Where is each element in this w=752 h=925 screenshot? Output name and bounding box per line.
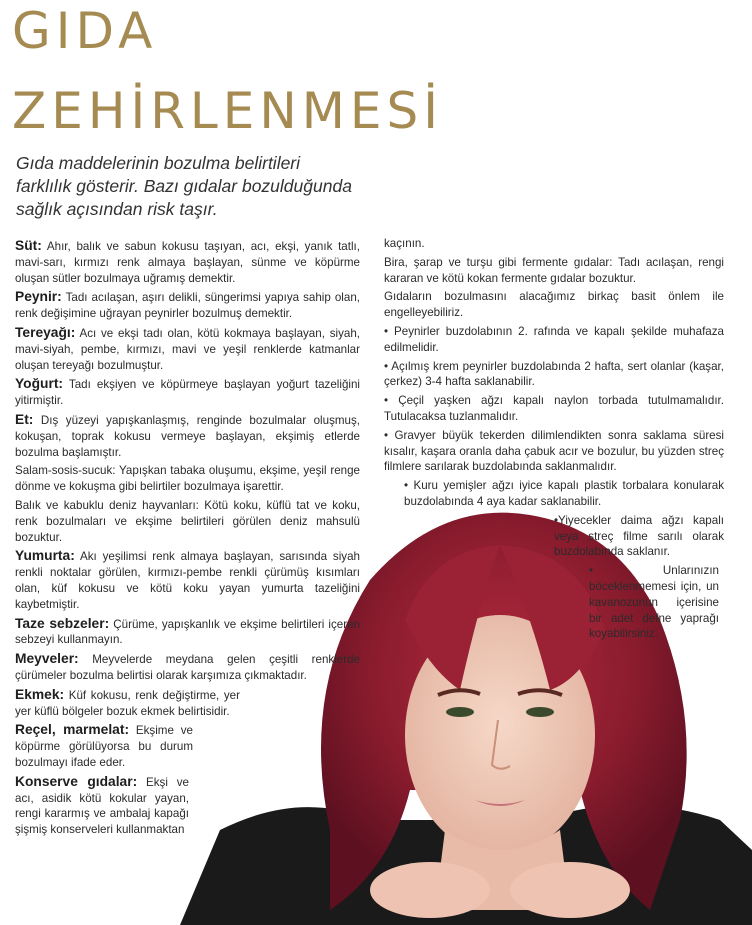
left-column [15, 238, 360, 841]
keyword-peynir: Peynir: [15, 289, 62, 305]
bullet-kuru-yemis: • Kuru yemişler ağzı iyice kapalı plastik torbalara konularak buzdolabında 4 aya kadar saklanabilir. [404, 479, 724, 508]
para-et [15, 412, 360, 460]
keyword-konserve: Konserve gıdalar: [15, 773, 138, 789]
bullet-krem-peynir: • Açılmış krem peynirler buzdolabında 2 hafta, sert olanlar (kaşar, çerkez) 3-4 hafta saklanabilir. [384, 359, 724, 389]
text-sut: Ahır, balık ve sabun kokusu taşıyan, acı, ekşi, yanık tatlı, mavi-sarı, kırmızı renk almaya başlayan, sünme ve köpürme oluşan sütler bozulmaya uğramış demektir. [15, 240, 360, 285]
keyword-tereyagi: Tereyağı: [15, 324, 76, 340]
para-ekmek [15, 687, 240, 720]
right-column [384, 236, 724, 645]
text-ekmek: Küf kokusu, renk değiştirme, yer yer küflü bölgeler bozuk ekmek belirtisidir. [15, 688, 240, 718]
title-line-1: GIDA [12, 2, 158, 60]
text-et: Dış yüzeyi yapışkanlaşmış, renginde bozulmalar oluşmuş, kokuşan, toprak kokusu vermeye başlayan, ekşimiş etlerde bozulma başlamıştır. [15, 413, 360, 459]
para-onlem: Gıdaların bozulmasını alacağımız birkaç basit önlem ile engelleyebiliriz. [384, 290, 724, 320]
text-tereyagi: Acı ve ekşi tadı olan, kötü kokmaya başlayan, siyah, mavi-siyah, pembe, kırmızı, mavi ve yeşil renklerde katmanlar oluşan tereyağı bozulmuştur. [15, 326, 360, 372]
keyword-sebze: Taze sebzeler: [15, 615, 110, 631]
text-meyve: Meyvelerde meydana gelen çeşitli renklerde çürümeler bozulma belirtisi olarak karşımıza çıkmaktadır. [15, 653, 360, 682]
para-tereyagi [15, 325, 360, 373]
para-kacinin: kaçının. [384, 237, 425, 250]
text-recel: Ekşime ve köpürme görülüyorsa bu durum bozulmayı ifade eder. [15, 724, 193, 769]
para-sut [15, 238, 360, 286]
para-salam: Salam-sosis-sucuk: Yapışkan tabaka oluşumu, ekşime, yeşil renge dönme ve kokuşma gibi belirtiler bozulmaya işarettir. [15, 464, 360, 494]
bullet-peynir-raf: • Peynirler buzdolabının 2. rafında ve kapalı şekilde muhafaza edilmelidir. [384, 324, 724, 354]
text-sebze: Çürüme, yapışkanlık ve ekşime belirtileri içeren sebzeyi kullanmayın. [15, 617, 360, 647]
keyword-meyve: Meyveler: [15, 651, 79, 667]
text-yumurta: Akı yeşilimsi renk almaya başlayan, sarısında siyah renkli noktalar görülen, kırmızı-pembe renkli çürümüş kısımları olan, küf kokusu ve kötü koku yayan yumurta tazeliğini kaybetmiştir. [15, 550, 360, 611]
keyword-sut: Süt: [15, 238, 42, 253]
bullet-yiyecekler: •Yiyecekler daima ağzı kapalı veya streç filme sarılı olarak buzdolabında saklanır. [554, 513, 724, 559]
title-line-2: ZEHİRLENMESİ [12, 82, 443, 140]
bullet-gravyer: • Gravyer büyük tekerden dilimlendikten sonra saklama süresi kısalır, kaşara oranla daha çabuk acır ve bozulur, bu yüzden streç filmlere sarılarak buzdolabında saklanmalıdır. [384, 428, 724, 474]
keyword-et: Et: [15, 411, 34, 427]
bullet-unlar: • Unlarınızın böceklenmemesi için, un kavanozunun içerisine bir adet defne yaprağı koyabilirsiniz. [589, 564, 719, 641]
keyword-yogurt: Yoğurt: [15, 376, 64, 392]
bullet-cecil: • Çeçil yaşken ağzı kapalı naylon torbada tutulmamalıdır. Tutulacaksa tuzlanmalıdır. [384, 394, 724, 423]
keyword-recel: Reçel, marmelat: [15, 722, 130, 738]
keyword-ekmek: Ekmek: [15, 686, 65, 702]
keyword-yumurta: Yumurta: [15, 548, 75, 564]
para-yumurta [15, 548, 360, 612]
para-sebze [15, 616, 360, 649]
para-meyve [15, 651, 360, 684]
para-peynir [15, 289, 360, 322]
para-bira: Bira, şarap ve turşu gibi fermente gıdalar: Tadı acılaşan, rengi kararan ve kötü kokan fermente gıdalar bozuktur. [384, 255, 724, 285]
intro-text: Gıda maddelerinin bozulma belirtileri farklılık gösterir. Bazı gıdalar bozulduğunda sağlık açısından risk taşır. [16, 153, 352, 219]
para-konserve [15, 774, 189, 838]
para-balik: Balık ve kabuklu deniz hayvanları: Kötü koku, küflü tat ve koku, renk bozulmaları ve ekşime belirtileri görülen deniz mahsulü bozuktur. [15, 498, 360, 544]
text-peynir: Tadı acılaşan, aşırı delikli, süngerimsi yapıya sahip olan, renk değişimine uğrayan peynirler bozulmuş demektir. [15, 291, 360, 321]
para-recel [15, 722, 193, 770]
text-yogurt: Tadı ekşiyen ve köpürmeye başlayan yoğurt tazeliğini yitirmiştir. [15, 378, 360, 408]
text-konserve: Ekşi ve acı, asidik kötü kokular yayan, rengi kararmış ve ambalaj kapağı şişmiş konserveleri kullanmaktan [15, 775, 190, 837]
para-yogurt [15, 376, 360, 409]
